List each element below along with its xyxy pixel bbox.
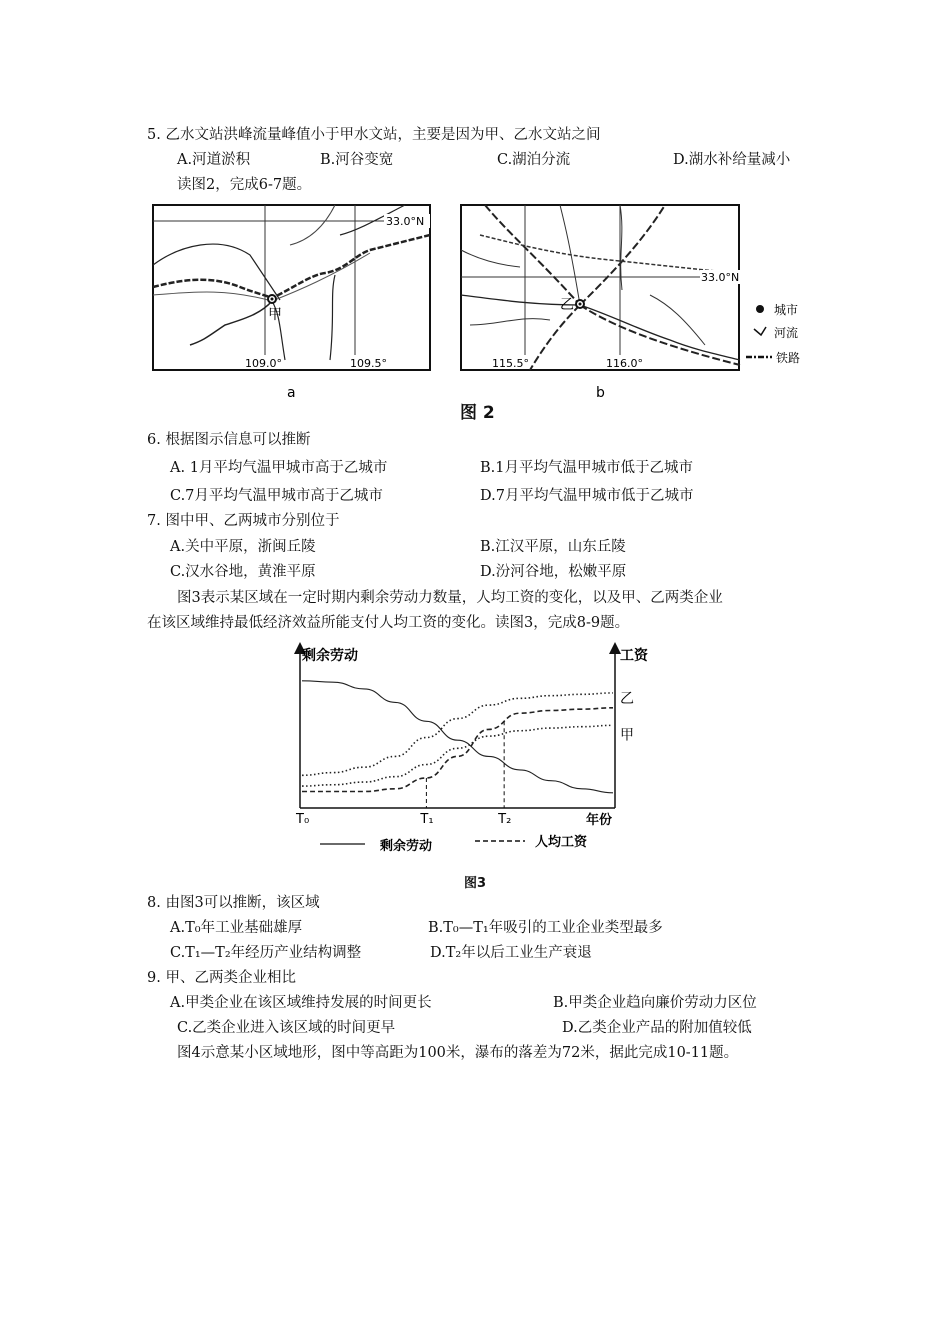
map-a-caption: a [287, 385, 296, 401]
legend-river-label: 河流 [774, 326, 799, 340]
q8-option-b: B.T₀—T₁年吸引的工业企业类型最多 [428, 920, 663, 936]
q8-option-d: D.T₂年以后工业生产衰退 [430, 945, 592, 961]
q6-stem: 6. 根据图示信息可以推断 [147, 432, 311, 448]
q6-option-d: D.7月平均气温甲城市低于乙城市 [480, 488, 694, 504]
q8-option-c: C.T₁—T₂年经历产业结构调整 [170, 945, 362, 961]
q9-option-a: A.甲类企业在该区域维持发展的时间更长 [170, 995, 432, 1011]
q9-option-d: D.乙类企业产品的附加值较低 [562, 1020, 752, 1036]
q9-option-b: B.甲类企业趋向廉价劳动力区位 [553, 995, 757, 1011]
map-a-lon2-label: 109.5° [350, 357, 387, 370]
q9-stem: 9. 甲、乙两类企业相比 [147, 970, 296, 986]
legend-dashed-label: 人均工资 [535, 835, 588, 850]
legend-city-icon [756, 305, 764, 313]
series-label-yi: 乙 [620, 690, 634, 707]
x-tick-t2: T₂ [498, 812, 512, 827]
legend-city-label: 城市 [774, 303, 799, 317]
q7-option-c: C.汉水谷地，黄淮平原 [170, 564, 316, 580]
q8-option-a: A.T₀年工业基础雄厚 [170, 920, 303, 936]
map-b-lat-label: 33.0°N [701, 271, 740, 284]
x-tick-t1: T₁ [420, 812, 434, 827]
q5-option-c: C.湖泊分流 [497, 152, 571, 168]
q6-option-c: C.7月平均气温甲城市高于乙城市 [170, 488, 383, 504]
series-line-3 [302, 725, 613, 786]
legend-solid-label: 剩余劳动 [380, 839, 433, 854]
series-label-jia: 甲 [620, 727, 634, 744]
map-a-lon1-label: 109.0° [245, 357, 282, 370]
q9-option-c: C.乙类企业进入该区域的时间更早 [177, 1020, 396, 1036]
legend-river-icon [754, 327, 766, 335]
q7-option-a: A.关中平原，浙闽丘陵 [170, 539, 316, 555]
series-line-2 [302, 693, 613, 775]
q6-option-a: A. 1月平均气温甲城市高于乙城市 [170, 460, 388, 476]
figure-2-title: 图 2 [460, 403, 495, 423]
q5-option-b: B.河谷变宽 [320, 152, 394, 168]
q6-option-b: B.1月平均气温甲城市低于乙城市 [480, 460, 693, 476]
q7-option-b: B.江汉平原，山东丘陵 [480, 539, 626, 555]
map-b [461, 205, 740, 401]
map-b-lon1-label: 115.5° [492, 357, 529, 370]
map-a [153, 205, 430, 401]
figure-3-chart [280, 640, 660, 890]
q5-option-a: A.河道淤积 [177, 152, 251, 168]
left-axis-label: 剩余劳动 [302, 648, 358, 664]
intro-8-9-line1: 图3表示某区域在一定时期内剩余劳动力数量，人均工资的变化，以及甲、乙两类企业 [177, 590, 723, 606]
q8-stem: 8. 由图3可以推断，该区域 [147, 895, 320, 911]
map-a-city-label: 甲 [268, 307, 282, 323]
series-line-0 [302, 681, 613, 793]
intro-6-7: 读图2，完成6-7题。 [177, 177, 312, 193]
legend-railway-label: 铁路 [776, 351, 801, 365]
figure-3-title: 图3 [464, 876, 487, 891]
series-line-1 [302, 708, 613, 792]
q5-stem: 5. 乙水文站洪峰流量峰值小于甲水文站，主要是因为甲、乙水文站之间 [147, 127, 601, 143]
right-axis-label: 工资 [620, 648, 648, 664]
q7-option-d: D.汾河谷地，松嫩平原 [480, 564, 627, 580]
map-legend [746, 303, 800, 365]
map-a-lat-label: 33.0°N [386, 215, 425, 228]
x-axis-label: 年份 [586, 813, 613, 828]
map-b-city-label: 乙 [560, 297, 574, 313]
map-b-caption: b [596, 385, 605, 401]
intro-10-11: 图4示意某小区域地形，图中等高距为100米，瀑布的落差为72米，据此完成10-11题。 [177, 1045, 739, 1061]
map-b-lon2-label: 116.0° [606, 357, 643, 370]
x-tick-t0: T₀ [296, 812, 310, 827]
figure-2 [140, 195, 820, 430]
q7-stem: 7. 图中甲、乙两城市分别位于 [147, 513, 340, 529]
intro-8-9-line2: 在该区域维持最低经济效益所能支付人均工资的变化。读图3，完成8-9题。 [147, 615, 630, 631]
q5-option-d: D.湖水补给量减小 [673, 152, 791, 168]
